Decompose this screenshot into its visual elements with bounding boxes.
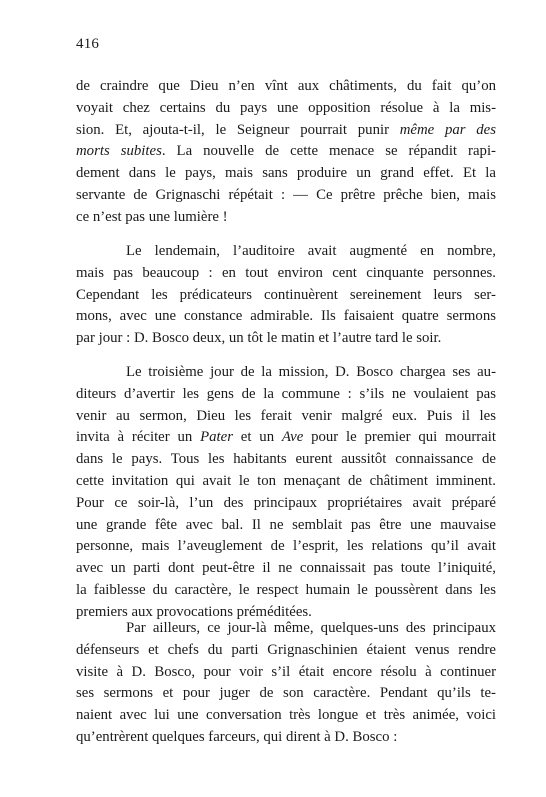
text-run: naient avec lui une conversation très longue et très animée, voici (76, 707, 496, 724)
text-run: la faiblesse du caractère, le respect humain le poussèrent dans les (76, 581, 496, 598)
text-line (76, 263, 496, 285)
text-run: et un (232, 429, 282, 446)
text-run: voyait chez certains du pays une opposition résolue à la mis- (76, 99, 496, 116)
text-run: Le troisième jour de la mission, D. Bosco chargea ses au- (126, 364, 496, 380)
text-line (76, 362, 496, 384)
italic-text: morts subites (76, 143, 162, 160)
text-line (76, 328, 496, 350)
text-line (76, 705, 496, 727)
text-run: premiers aux provocations préméditées. (76, 603, 312, 620)
text-run: par jour : D. Bosco deux, un tôt le matin et l’autre tard le soir. (76, 330, 442, 347)
text-run: cette invitation qui avait le ton menaçant de châtiment imminent. (76, 472, 496, 489)
text-line (76, 471, 496, 493)
text-line (76, 384, 496, 406)
text-line (76, 163, 496, 185)
text-line (76, 141, 496, 163)
text-run: qu’entrèrent quelques farceurs, qui dirent à D. Bosco : (76, 728, 398, 745)
text-run: avec un parti dont peut-être il ne connaissait pas toute l’iniquité, (76, 560, 496, 577)
text-run: dement dans le pays, mais sans produire un grand effet. Et la (76, 165, 496, 182)
text-run: ses sermons et pour juger de son caractère. Pendant qu’ils te- (76, 685, 496, 702)
text-run: visite à D. Bosco, pour voir s’il était encore résolu à continuer (76, 663, 496, 680)
text-line (76, 640, 496, 662)
text-line (76, 618, 496, 640)
text-run: une grande fête avec bal. Il ne semblait pas être une mauvaise (76, 516, 496, 533)
text-line (76, 449, 496, 471)
text-run: ce n’est pas une lumière ! (76, 208, 228, 225)
text-run: diteurs d’avertir les gens de la commune : s’ils ne voulaient pas (76, 385, 496, 402)
text-line (76, 241, 496, 263)
text-line (76, 727, 496, 749)
text-run: Le lendemain, l’auditoire avait augmenté en nombre, (126, 243, 496, 259)
text-line (76, 120, 496, 142)
text-run: de craindre que Dieu n’en vînt aux châtiments, du fait qu’on (76, 78, 496, 94)
text-line (76, 493, 496, 515)
text-line (76, 76, 496, 98)
text-line (76, 285, 496, 307)
text-run: dans le pays. Tous les habitants eurent aussitôt connaissance de (76, 451, 496, 468)
italic-text: Ave (281, 429, 304, 446)
text-line (76, 306, 496, 328)
text-run: pour le premier qui mourrait (303, 429, 497, 446)
text-line (76, 185, 496, 207)
text-line (76, 515, 496, 537)
text-run: Pour ce soir-là, l’un des principaux propriétaires avait préparé (76, 494, 496, 511)
text-run: Cependant les prédicateurs continuèrent sereinement leurs ser- (76, 286, 496, 303)
text-run: mais pas beaucoup : en tout environ cent cinquante personnes. (76, 264, 496, 281)
text-line (76, 580, 496, 602)
page-number: 416 (76, 36, 100, 52)
text-line (76, 406, 496, 428)
text-line (76, 558, 496, 580)
paragraph-4 (76, 618, 496, 749)
text-line (76, 683, 496, 705)
text-run: venir au sermon, Dieu les ferait venir malgré eux. Puis il les (76, 407, 496, 424)
text-run: servante de Grignaschi répétait : — Ce prêtre prêche bien, mais (76, 186, 496, 203)
paragraph-2 (76, 241, 496, 350)
text-line (76, 662, 496, 684)
paragraph-1 (76, 76, 496, 229)
text-run: sion. Et, ajouta-t-il, le Seigneur pourrait punir (76, 121, 400, 138)
text-run: mons, avec une constance admirable. Ils faisaient quatre sermons (76, 308, 496, 325)
text-run: invita à réciter un (76, 429, 201, 446)
text-run: Par ailleurs, ce jour-là même, quelques-uns des principaux (126, 620, 496, 636)
text-line (76, 98, 496, 120)
text-line (76, 207, 496, 229)
italic-text: même par des (399, 121, 496, 138)
text-line (76, 536, 496, 558)
text-run: défenseurs et chefs du parti Grignaschinien étaient venus rendre (76, 641, 496, 658)
text-run: . La nouvelle de cette menace se répandit rapi- (161, 143, 496, 160)
text-line (76, 427, 496, 449)
italic-text: Pater (200, 429, 233, 446)
paragraph-3 (76, 362, 496, 624)
text-run: personne, mais l’aveuglement de l’esprit, les relations qu’il avait (76, 538, 496, 555)
